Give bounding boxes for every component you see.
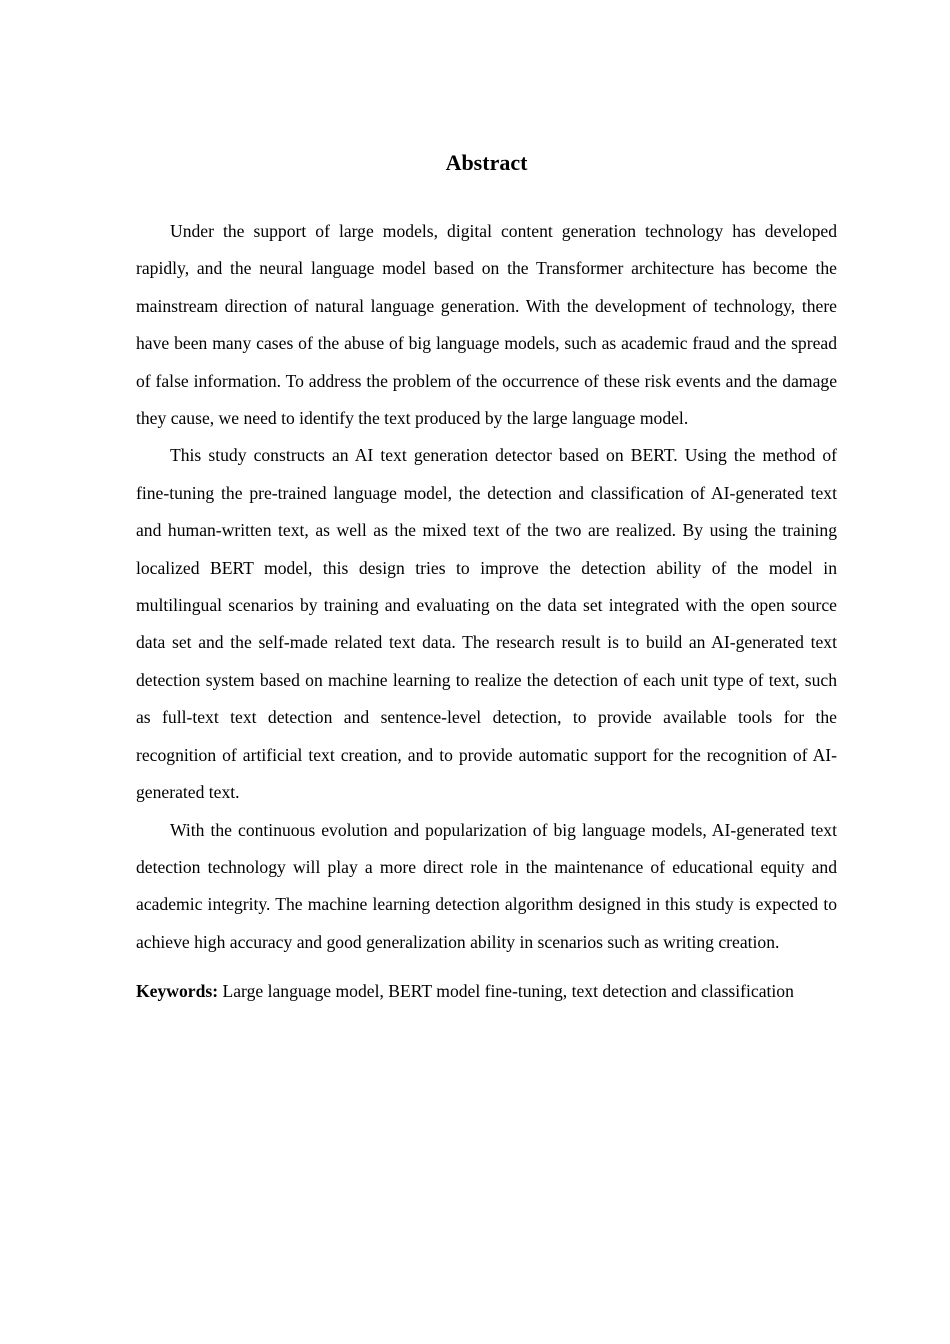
keywords-line [136, 973, 837, 1010]
abstract-body [136, 213, 837, 1011]
abstract-paragraph-2: This study constructs an AI text generation detector based on BERT. Using the method of fine-tuning the pre-trained language model, the detection and classification of AI-generated text and human-written text, as well as the mixed text of the two are realized. By using the training localized BERT model, this design tries to improve the detection ability of the model in multilingual scenarios by training and evaluating on the data set integrated with the open source data set and the self-made related text data. The research result is to build an AI-generated text detection system based on machine learning to realize the detection of each unit type of text, such as full-text text detection and sentence-level detection, to provide available tools for the recognition of artificial text creation, and to provide automatic support for the recognition of AI-generated text. [136, 445, 837, 803]
abstract-paragraph-1: Under the support of large models, digital content generation technology has developed rapidly, and the neural language model based on the Transformer architecture has become the mainstream direction of natural language generation. With the development of technology, there have been many cases of the abuse of big language models, such as academic fraud and the spread of false information. To address the problem of the occurrence of these risk events and the damage they cause, we need to identify the text produced by the large language model. [136, 221, 837, 429]
keywords-label: Keywords: [136, 981, 219, 1002]
abstract-paragraph-3: With the continuous evolution and popularization of big language models, AI-generated text detection technology will play a more direct role in the maintenance of educational equity and academic integrity. The machine learning detection algorithm designed in this study is expected to achieve high accuracy and good generalization ability in scenarios such as writing creation. [136, 819, 837, 952]
abstract-title: Abstract [445, 150, 528, 175]
keywords-text: Large language model, BERT model fine-tuning, text detection and classification [218, 981, 794, 1002]
